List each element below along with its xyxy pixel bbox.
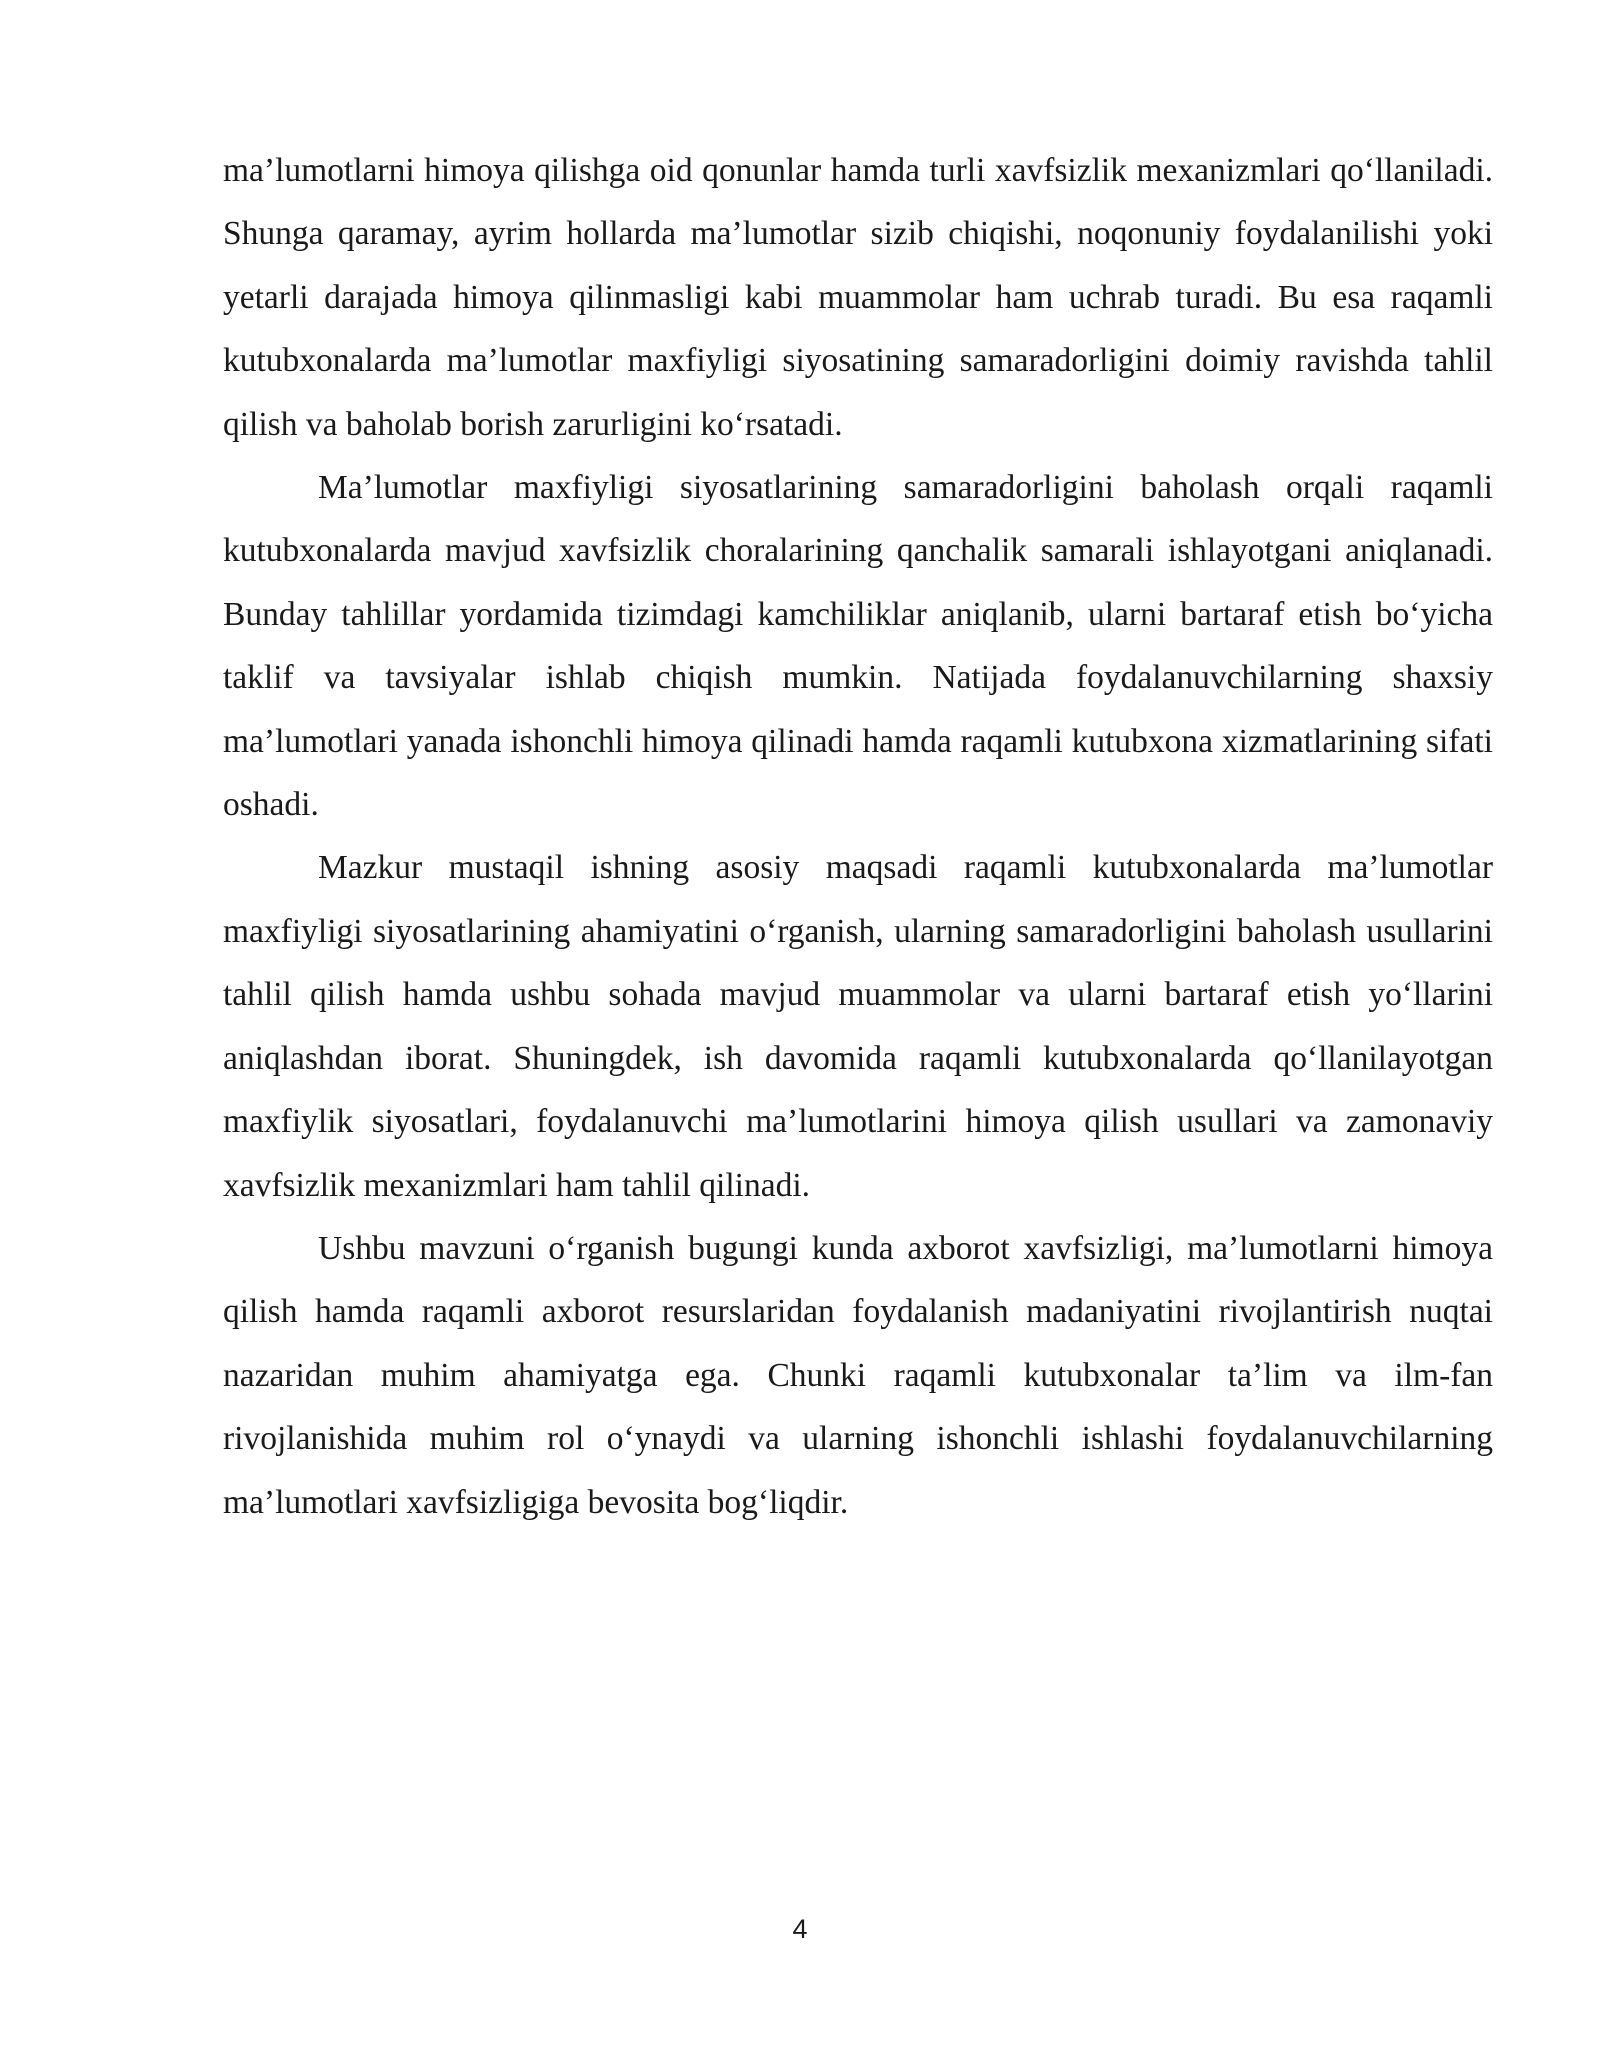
paragraph-4: Ushbu mavzuni o‘rganish bugungi kunda axborot xavfsizligi, ma’lumotlarni himoya qilish hamda raqamli axborot resurslaridan foydalanish madaniyatini rivojlantirish nuqtai nazaridan muhim ahamiyatga ega. Chunki raqamli kutubxonalar ta’lim va ilm-fan rivojlanishida muhim rol o‘ynaydi va ularning ishonchli ishlashi foydalanuvchilarning ma’lumotlari xavfsizligiga bevosita bog‘liqdir. bbox=[223, 1229, 1493, 1521]
paragraph-1: ma’lumotlarni himoya qilishga oid qonunlar hamda turli xavfsizlik mexanizmlari qo‘llaniladi. Shunga qaramay, ayrim hollarda ma’lumotlar sizib chiqishi, noqonuniy foydalanilishi yoki yetarli darajada himoya qilinmasligi kabi muammolar ham uchrab turadi. Bu esa raqamli kutubxonalarda ma’lumotlar maxfiyligi siyosatining samaradorligini doimiy ravishda tahlil qilish va baholab borish zarurligini ko‘rsatadi. bbox=[223, 152, 1493, 443]
paragraph-3: Mazkur mustaqil ishning asosiy maqsadi raqamli kutubxonalarda ma’lumotlar maxfiyligi siyosatlarining ahamiyatini o‘rganish, ularning samaradorligini baholash usullarini tahlil qilish hamda ushbu sohada mavjud muammolar va ularni bartaraf etish yo‘llarini aniqlashdan iborat. Shuningdek, ish davomida raqamli kutubxonalarda qo‘llanilayotgan maxfiylik siyosatlari, foydalanuvchi ma’lumotlarini himoya qilish usullari va zamonaviy xavfsizlik mexanizmlari ham tahlil qilinadi. bbox=[223, 849, 1493, 1204]
paragraph-2: Ma’lumotlar maxfiyligi siyosatlarining samaradorligini baholash orqali raqamli kutubxonalarda mavjud xavfsizlik choralarining qanchalik samarali ishlayotgani aniqlanadi. Bunday tahlillar yordamida tizimdagi kamchiliklar aniqlanib, ularni bartaraf etish bo‘yicha taklif va tavsiyalar ishlab chiqish mumkin. Natijada foydalanuvchilarning shaxsiy ma’lumotlari yanada ishonchli himoya qilinadi hamda raqamli kutubxona xizmatlarining sifati oshadi. bbox=[223, 469, 1493, 824]
page-number: 4 bbox=[792, 1914, 808, 1944]
body-text bbox=[223, 139, 1493, 1534]
